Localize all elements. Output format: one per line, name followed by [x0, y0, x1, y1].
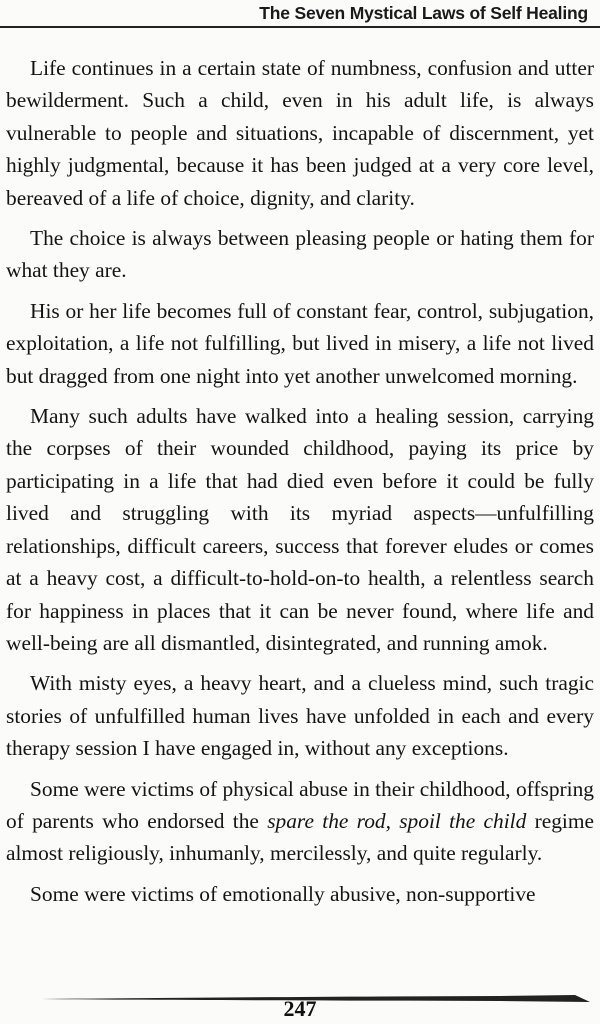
paragraph-7: Some were victims of emotionally abusive, non-supportive — [30, 881, 536, 906]
paragraph-3: His or her life becomes full of constant fear, control, subjugation, exploitation, a life not fulfilling, but lived in misery, a life not lived but dragged from one night into yet another unwelcomed morning. — [6, 298, 594, 388]
running-header-title: The Seven Mystical Laws of Self Healing — [259, 3, 588, 23]
paragraph-4: Many such adults have walked into a healing session, carrying the corpses of their wounded childhood, paying its price by participating in a life that had died even before it could be fully lived and struggling with its myriad aspects—unfulfilling relationships, difficult careers, success that forever eludes or comes at a heavy cost, a difficult-to-hold-on-to health, a relentless search for happiness in places that it can be never found, where life and well-being are all dismantled, disintegrated, and running amok. — [6, 404, 594, 655]
page-number: 247 — [283, 996, 317, 1021]
paragraph-5: With misty eyes, a heavy heart, and a clueless mind, such tragic stories of unfulfilled human lives have unfolded in each and every therapy session I have engaged in, without any exceptions. — [6, 671, 594, 761]
body-text — [6, 52, 594, 918]
paragraph-6 — [6, 773, 594, 870]
paragraph-6-italic-phrase: spare the rod, spoil the child — [267, 808, 527, 833]
header-rule — [0, 26, 600, 28]
paragraph-6-text-after: regime almost religiously, inhumanly, mercilessly, and quite regularly. — [6, 808, 594, 866]
paragraph-1: Life continues in a certain state of numbness, confusion and utter bewilderment. Such a child, even in his adult life, is always vulnerable to people and situations, incapable of discernment, yet highly judgmental, because it has been judged at a very core level, bereaved of a life of choice, dignity, and clarity. — [6, 56, 594, 210]
paragraph-6-text-before: Some were victims of physical abuse in their childhood, offspring of parents who endorsed the — [6, 776, 594, 833]
paragraph-2: The choice is always between pleasing people or hating them for what they are. — [6, 226, 594, 283]
